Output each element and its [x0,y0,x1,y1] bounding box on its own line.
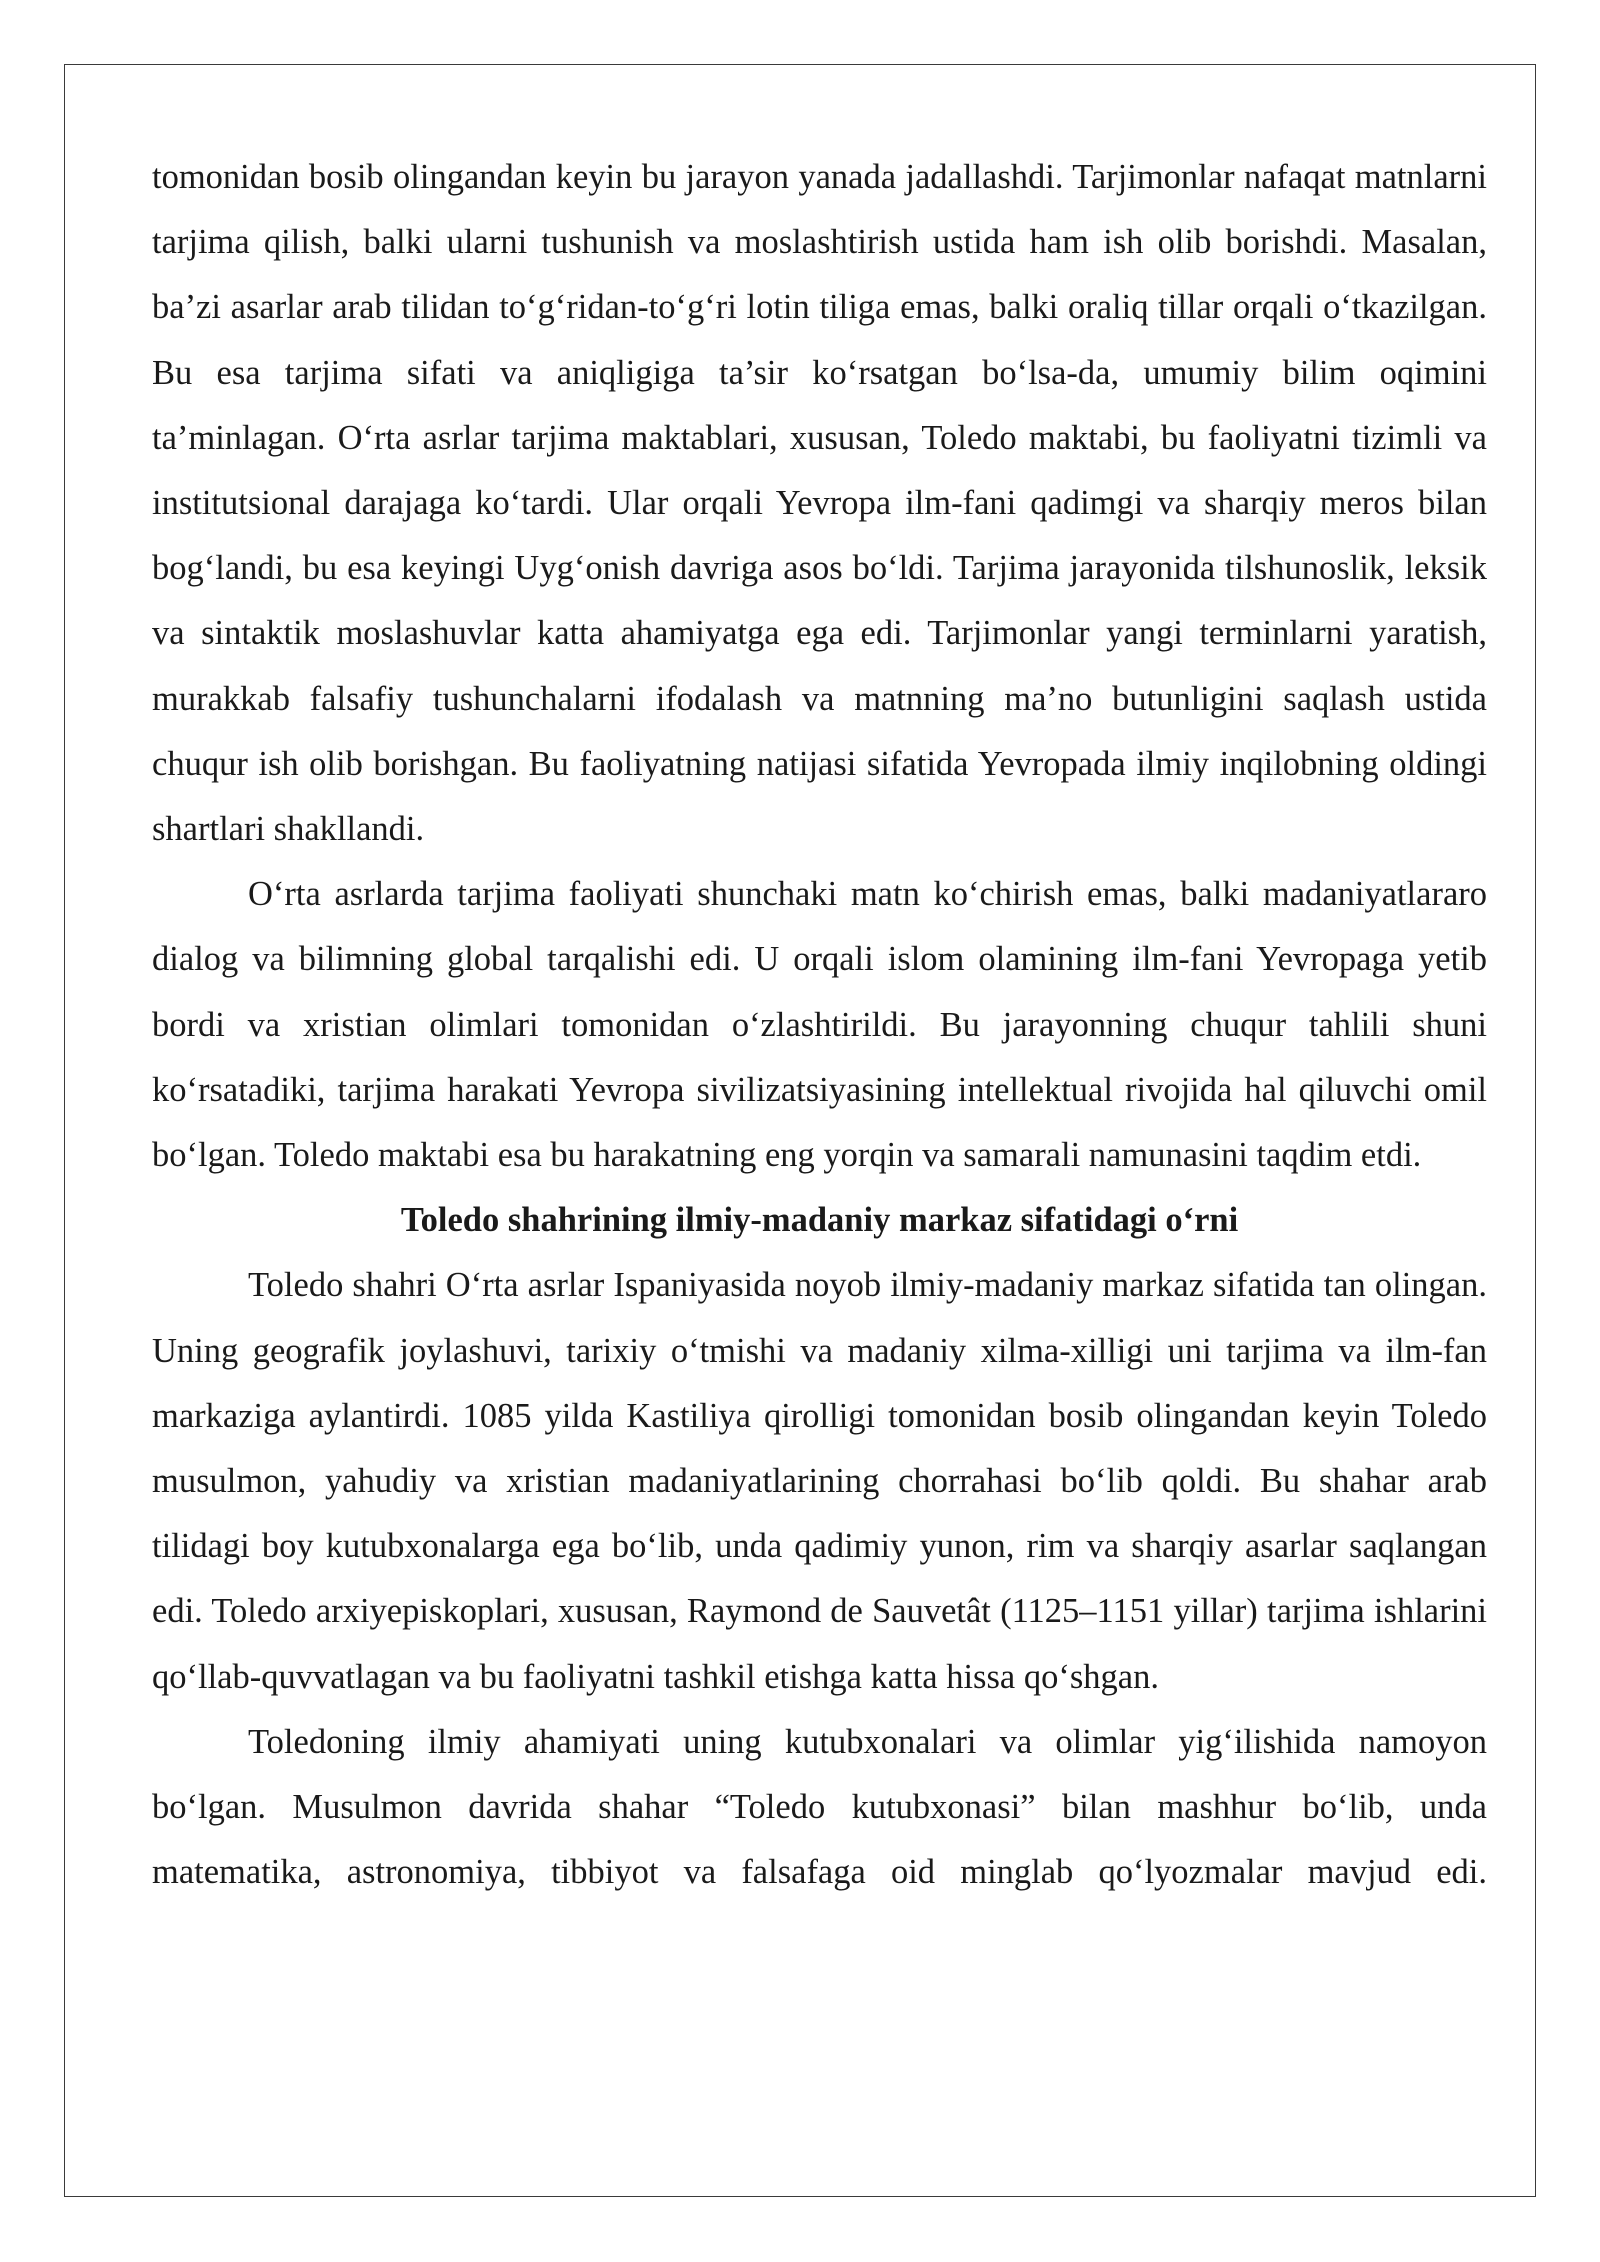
paragraph-translation-dialogue: O‘rta asrlarda tarjima faoliyati shunchaki matn ko‘chirish emas, balki madaniyatlararo dialog va bilimning global tarqalishi edi. U orqali islom olamining ilm-fani Yevropaga yetib bordi va xristian olimlari tomonidan o‘zlashtirildi. Bu jarayonning chuqur tahlili shuni ko‘rsatadiki, tarjima harakati Yevropa sivilizatsiyasining intellektual rivojida hal qiluvchi omil bo‘lgan. Toledo maktabi esa bu harakatning eng yorqin va samarali namunasini taqdim etdi. [152,875,1487,1175]
paragraph-toledo-city: Toledo shahri O‘rta asrlar Ispaniyasida noyob ilmiy-madaniy markaz sifatida tan olingan. Uning geografik joylashuvi, tarixiy o‘tmishi va madaniy xilma-xilligi uni tarjima va ilm-fan markaziga aylantirdi. 1085 yilda Kastiliya qirolligi tomonidan bosib olingandan keyin Toledo musulmon, yahudiy va xristian madaniyatlarining chorrahasi bo‘lib qoldi. Bu shahar arab tilidagi boy kutubxonalarga ega bo‘lib, unda qadimiy yunon, rim va sharqiy asarlar saqlangan edi. Toledo arxiyepiskoplari, xususan, Raymond de Sauvetât (1125–1151 yillar) tarjima ishlarini qo‘llab-quvvatlagan va bu faoliyatni tashkil etishga katta hissa qo‘shgan. [152,1266,1487,1696]
paragraph-toledo-libraries: Toledoning ilmiy ahamiyati uning kutubxonalari va olimlar yig‘ilishida namoyon bo‘lgan. Musulmon davrida shahar “Toledo kutubxonasi” bilan mashhur bo‘lib, unda matematika, astronomiya, tibbiyot va falsafaga oid minglab qo‘lyozmalar mavjud edi. [152,1722,1487,1892]
document-body [152,145,1487,1905]
section-heading: Toledo shahrining ilmiy-madaniy markaz sifatidagi o‘rni [400,1201,1239,1240]
paragraph-continuation: tomonidan bosib olingandan keyin bu jarayon yanada jadallashdi. Tarjimonlar nafaqat matnlarni tarjima qilish, balki ularni tushunish va moslashtirish ustida ham ish olib borishdi. Masalan, ba’zi asarlar arab tilidan to‘g‘ridan-to‘g‘ri lotin tiliga emas, balki oraliq tillar orqali o‘tkazilgan. Bu esa tarjima sifati va aniqligiga ta’sir ko‘rsatgan bo‘lsa-da, umumiy bilim oqimini ta’minlagan. O‘rta asrlar tarjima maktablari, xususan, Toledo maktabi, bu faoliyatni tizimli va institutsional darajaga ko‘tardi. Ular orqali Yevropa ilm-fani qadimgi va sharqiy meros bilan bog‘landi, bu esa keyingi Uyg‘onish davriga asos bo‘ldi. Tarjima jarayonida tilshunoslik, leksik va sintaktik moslashuvlar katta ahamiyatga ega edi. Tarjimonlar yangi terminlarni yaratish, murakkab falsafiy tushunchalarni ifodalash va matnning ma’no butunligini saqlash ustida chuqur ish olib borishgan. Bu faoliyatning natijasi sifatida Yevropada ilmiy inqilobning oldingi shartlari shakllandi. [152,158,1487,849]
